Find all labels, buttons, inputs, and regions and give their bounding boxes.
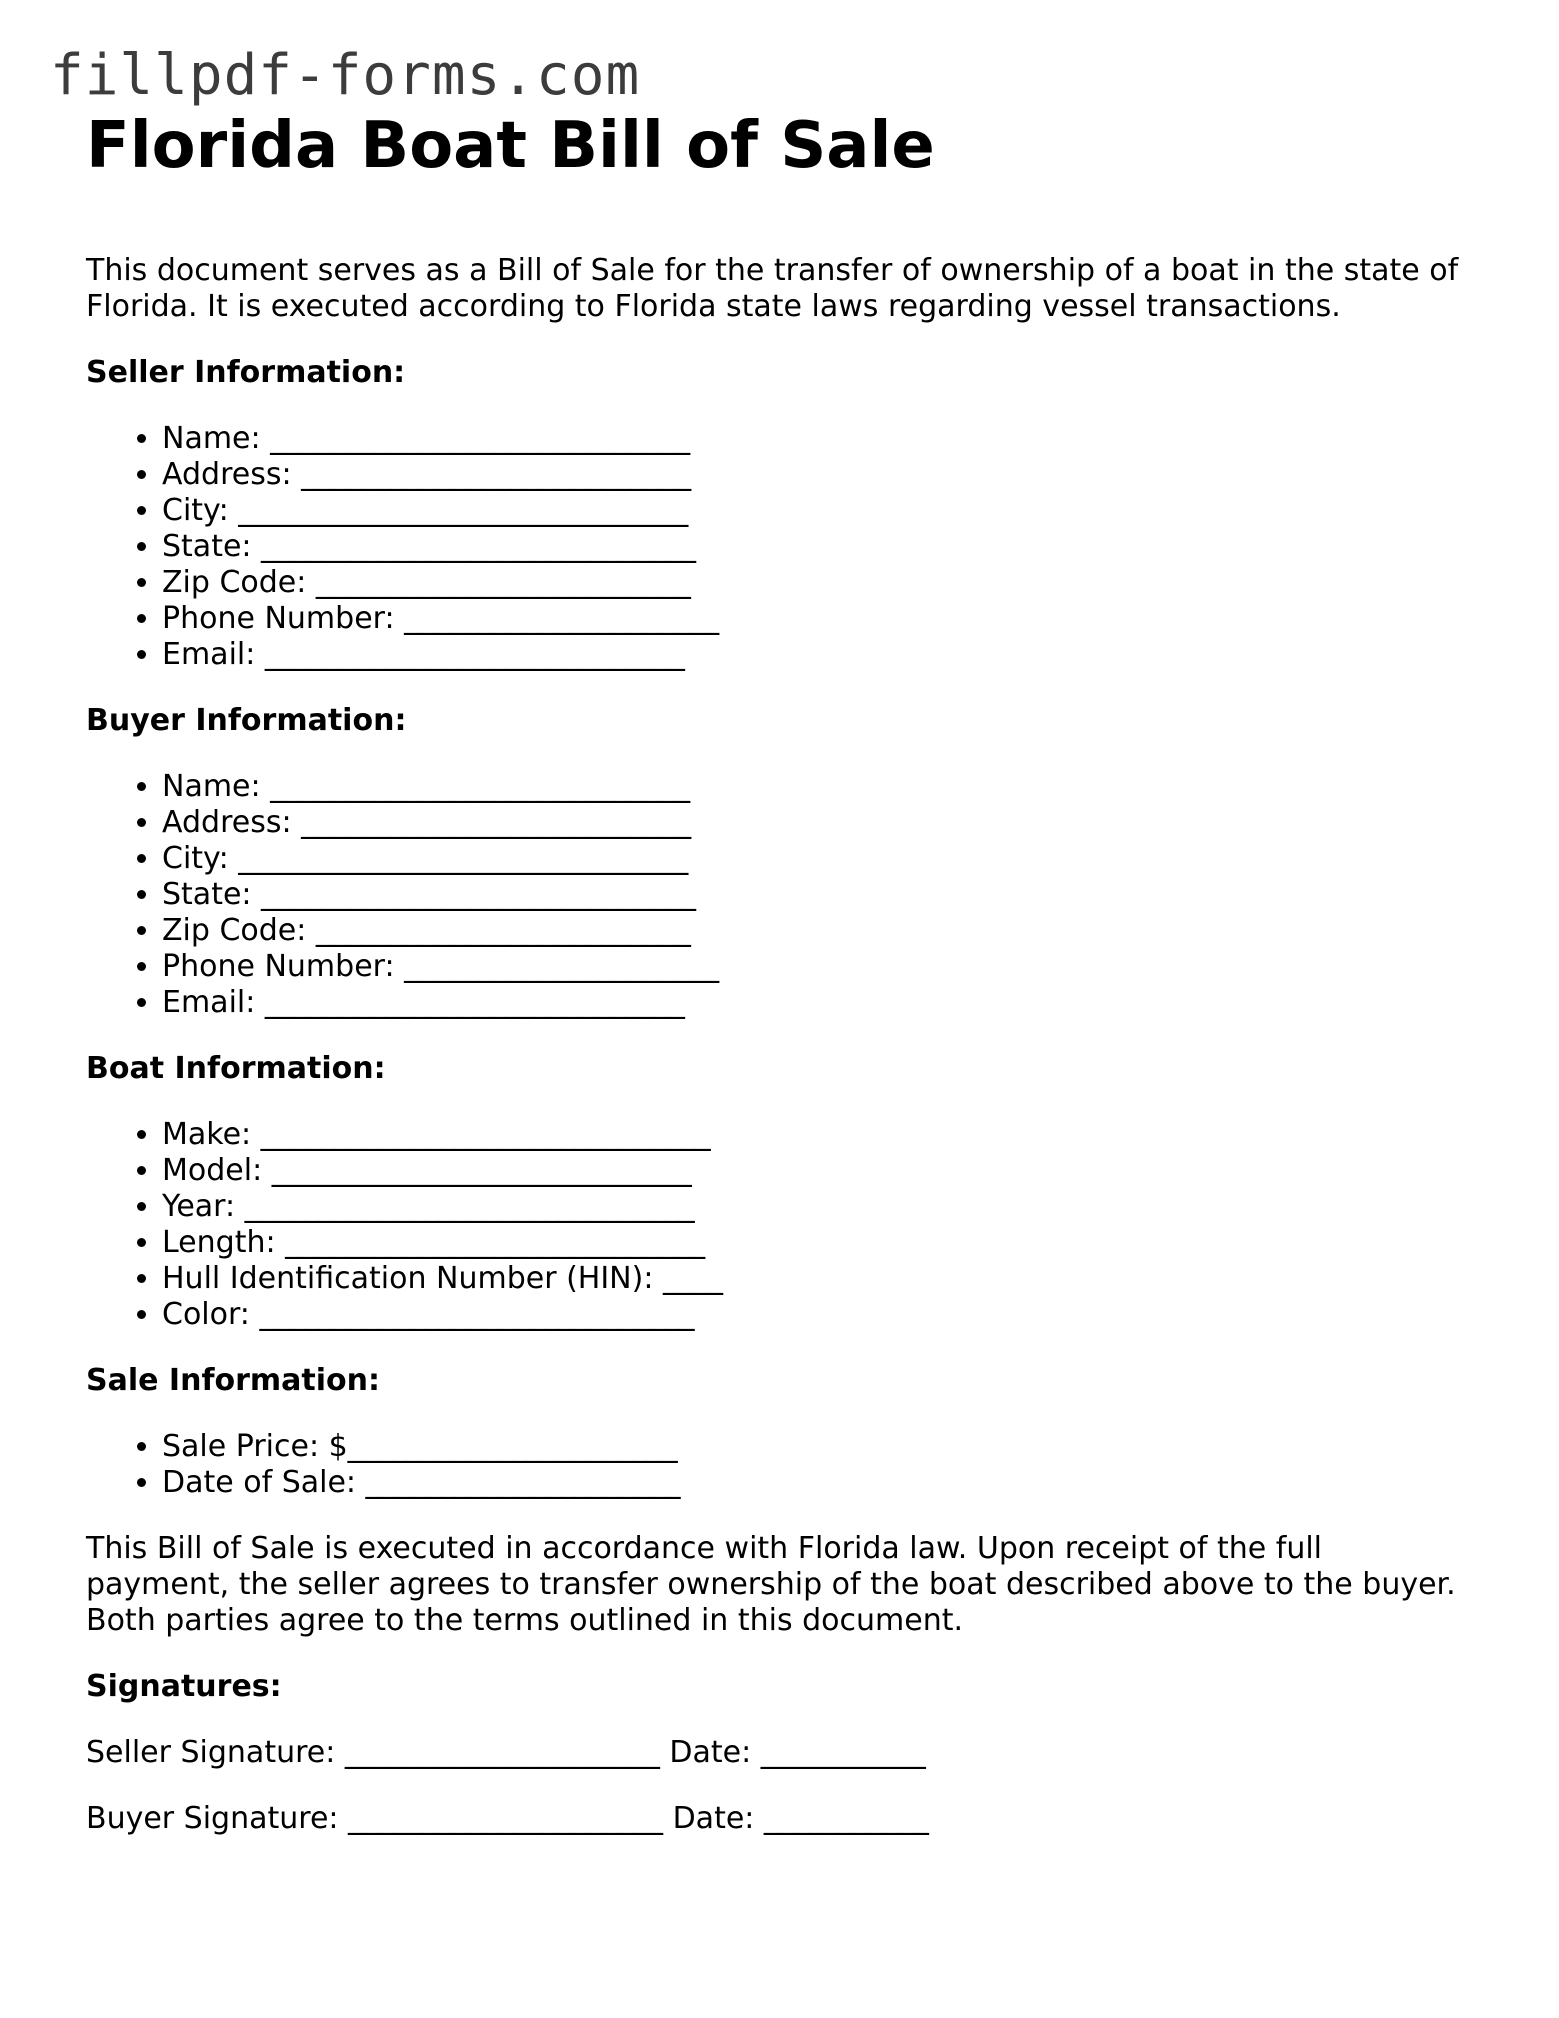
seller-city-field: • City: ______________________________ bbox=[162, 493, 1486, 529]
buyer-name-field: • Name: ____________________________ bbox=[162, 769, 1486, 805]
sale-date-field: • Date of Sale: _____________________ bbox=[162, 1465, 1486, 1501]
boat-year-field: • Year: ______________________________ bbox=[162, 1189, 1486, 1225]
buyer-signature-line: Buyer Signature: _____________________ Date: ___________ bbox=[86, 1800, 929, 1836]
sale-fields bbox=[86, 1429, 1486, 1501]
boat-heading: Boat Information: bbox=[86, 1050, 386, 1086]
buyer-zip-field: • Zip Code: _________________________ bbox=[162, 913, 1486, 949]
buyer-email-field: • Email: ____________________________ bbox=[162, 985, 1486, 1021]
buyer-state-field: • State: _____________________________ bbox=[162, 877, 1486, 913]
sale-price-field: • Sale Price: $______________________ bbox=[162, 1429, 1486, 1465]
seller-zip-field: • Zip Code: _________________________ bbox=[162, 565, 1486, 601]
buyer-phone-field: • Phone Number: _____________________ bbox=[162, 949, 1486, 985]
seller-phone-field: • Phone Number: _____________________ bbox=[162, 601, 1486, 637]
seller-name-field: • Name: ____________________________ bbox=[162, 421, 1486, 457]
buyer-heading: Buyer Information: bbox=[86, 702, 407, 738]
seller-address-field: • Address: __________________________ bbox=[162, 457, 1486, 493]
intro-paragraph: This document serves as a Bill of Sale for the transfer of ownership of a boat in the state of Florida. It is executed according to Florida state laws regarding vessel transactions. bbox=[86, 252, 1459, 324]
boat-hin-field: • Hull Identification Number (HIN): ____ bbox=[162, 1261, 1486, 1297]
buyer-city-field: • City: ______________________________ bbox=[162, 841, 1486, 877]
page-title: Florida Boat Bill of Sale bbox=[86, 109, 935, 183]
sale-heading: Sale Information: bbox=[86, 1362, 380, 1398]
watermark: fillpdf-forms.com bbox=[50, 43, 641, 108]
buyer-address-field: • Address: __________________________ bbox=[162, 805, 1486, 841]
document-page bbox=[86, 108, 1486, 1837]
boat-fields bbox=[86, 1117, 1486, 1333]
closing-paragraph: This Bill of Sale is executed in accordance with Florida law. Upon receipt of the full payment, the seller agrees to transfer ownership of the boat described above to the buyer. Both parties agree to the terms outlined in this document. bbox=[86, 1530, 1456, 1638]
seller-fields bbox=[86, 421, 1486, 673]
boat-model-field: • Model: ____________________________ bbox=[162, 1153, 1486, 1189]
seller-signature-line: Seller Signature: _____________________ Date: ___________ bbox=[86, 1734, 926, 1770]
boat-make-field: • Make: ______________________________ bbox=[162, 1117, 1486, 1153]
seller-email-field: • Email: ____________________________ bbox=[162, 637, 1486, 673]
seller-heading: Seller Information: bbox=[86, 354, 406, 390]
seller-state-field: • State: _____________________________ bbox=[162, 529, 1486, 565]
signatures-heading: Signatures: bbox=[86, 1668, 282, 1704]
boat-length-field: • Length: ____________________________ bbox=[162, 1225, 1486, 1261]
boat-color-field: • Color: _____________________________ bbox=[162, 1297, 1486, 1333]
buyer-fields bbox=[86, 769, 1486, 1021]
